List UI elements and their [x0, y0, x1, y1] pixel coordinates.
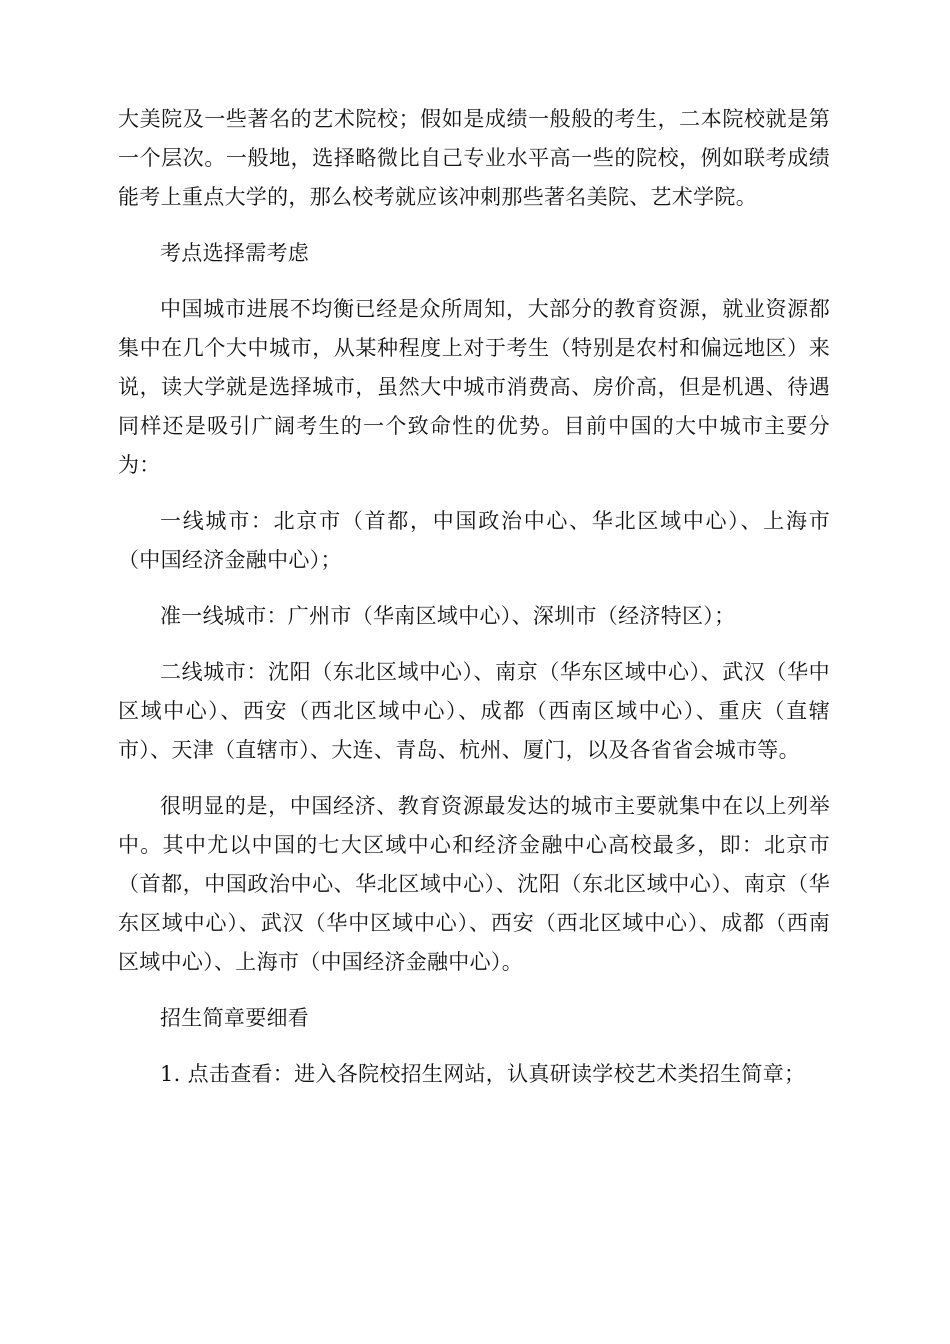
heading-admission-brochure: 招生简章要细看 [160, 1006, 310, 1030]
list-item-1: 1. 点击查看：进入各院校招生网站，认真研读学校艺术类招生简章； [160, 1062, 806, 1086]
paragraph-conclusion: 很明显的是，中国经济、教育资源最发达的城市主要就集中在以上列举中。其中尤以中国的七大区域中心和经济金融中心高校最多，即：北京市（首都，中国政治中心、华北区域中心）、沈阳（东北区域中心）、南京（华东区域中心）、武汉（华中区域中心）、西安（西北区域中心）、成都（西南区域中心）、上海市（中国经济金融中心）。 [118, 794, 830, 974]
paragraph-tier2-cities: 二线城市：沈阳（东北区域中心）、南京（华东区域中心）、武汉（华中区域中心）、西安（西北区域中心）、成都（西南区域中心）、重庆（直辖市）、天津（直辖市）、大连、青岛、杭州、厦门，以及各省省会城市等。 [118, 660, 830, 762]
paragraph-quasi-tier1-cities: 准一线城市：广州市（华南区域中心）、深圳市（经济特区）； [160, 604, 736, 628]
paragraph-city-development: 中国城市进展不均衡已经是众所周知，大部分的教育资源，就业资源都集中在几个大中城市，从某种程度上对于考生（特别是农村和偏远地区）来说，读大学就是选择城市，虽然大中城市消费高、房价高，但是机遇、待遇同样还是吸引广阔考生的一个致命性的优势。目前中国的大中城市主要分为： [118, 297, 830, 477]
document-page [118, 100, 830, 1111]
paragraph-tier1-cities: 一线城市：北京市（首都，中国政治中心、华北区域中心）、上海市（中国经济金融中心）； [118, 509, 830, 572]
heading-exam-location: 考点选择需考虑 [160, 241, 310, 265]
paragraph-intro: 大美院及一些著名的艺术院校；假如是成绩一般般的考生，二本院校就是第一个层次。一般地，选择略微比自己专业水平高一些的院校，例如联考成绩能考上重点大学的，那么校考就应该冲刺那些著名美院、艺术学院。 [118, 107, 830, 209]
